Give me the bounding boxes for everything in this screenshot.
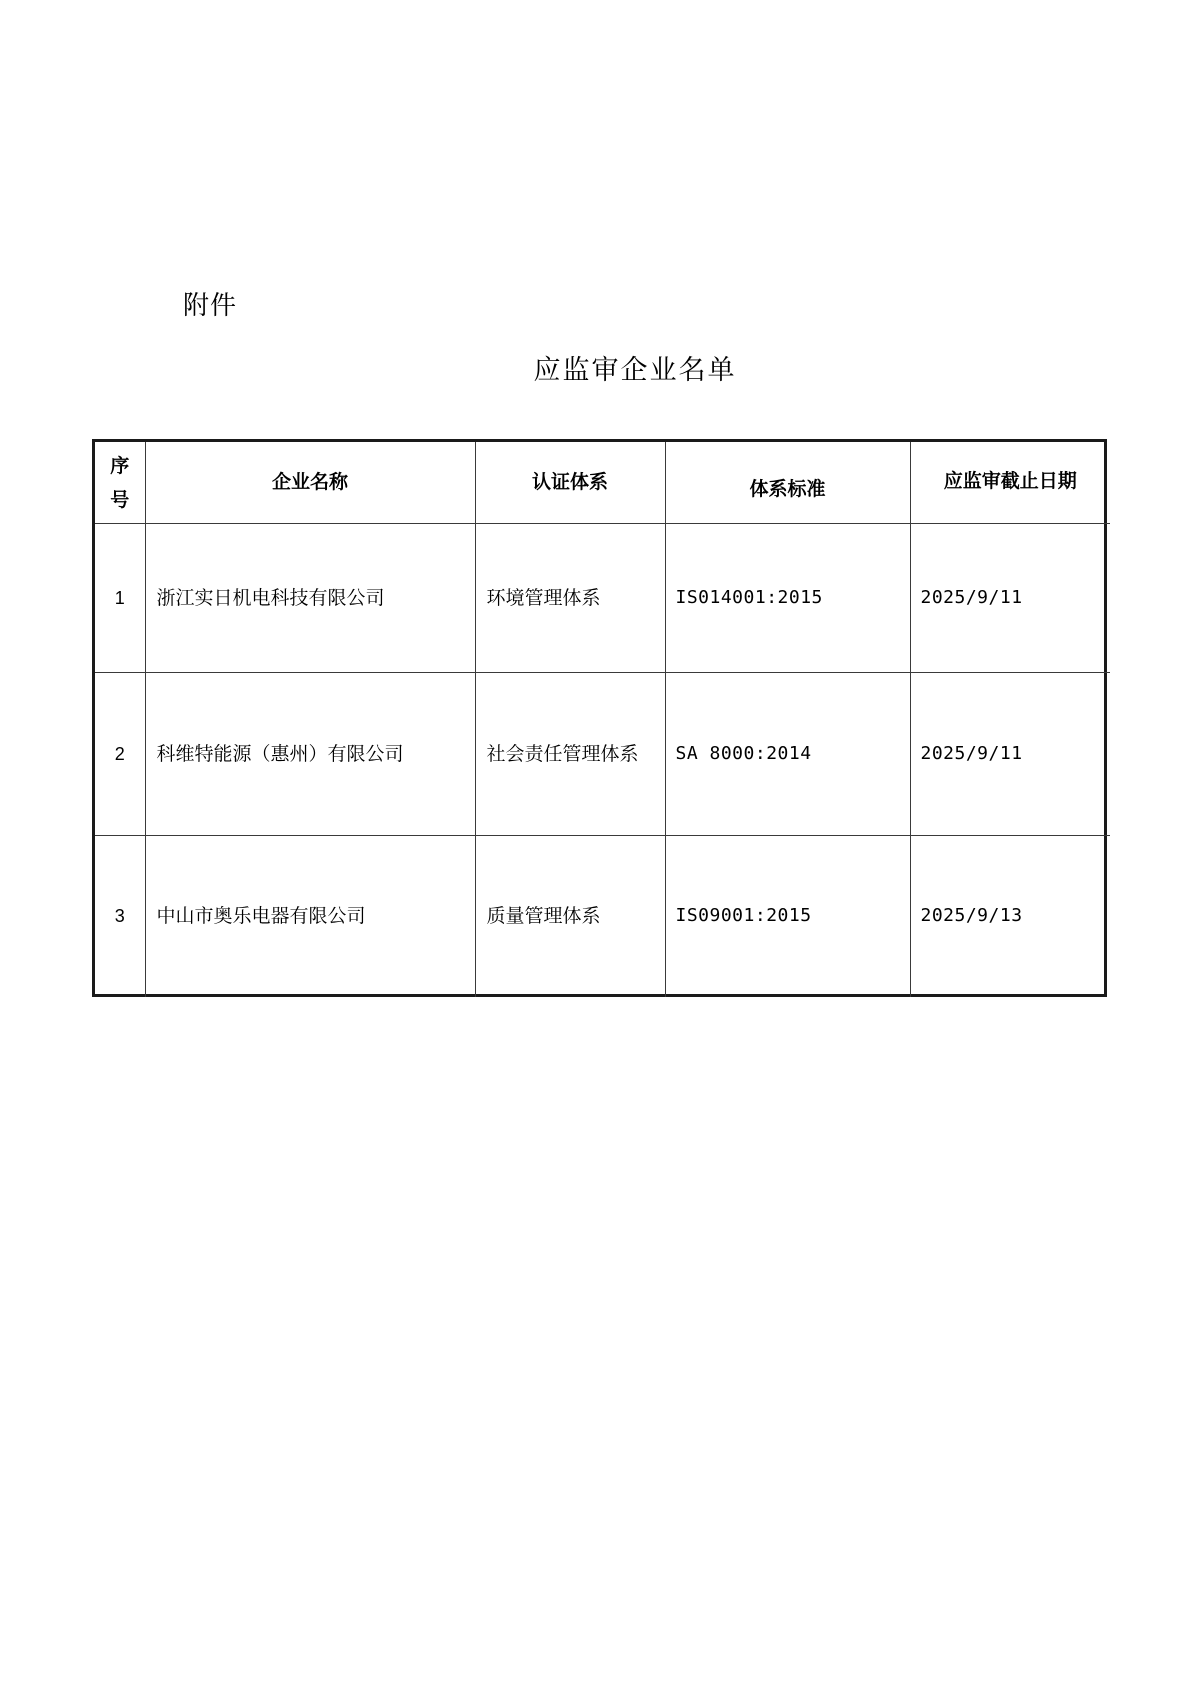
cell-audit-deadline: 2025/9/11 [910,523,1110,672]
cell-audit-deadline: 2025/9/13 [910,835,1110,997]
cell-seq: 2 [95,672,145,835]
table-row [95,672,1110,835]
cell-system-standard: IS014001:2015 [665,523,910,672]
table-row [95,835,1110,997]
cell-certification-system: 社会责任管理体系 [475,672,665,835]
attachment-label: 附件 [183,291,238,321]
company-list-table [95,442,1110,997]
header-company-name: 企业名称 [145,442,475,523]
cell-company-name: 浙江实日机电科技有限公司 [145,523,475,672]
document-title: 应监审企业名单 [533,355,737,386]
cell-seq: 3 [95,835,145,997]
header-seq-line2: 号 [110,489,130,512]
cell-system-standard: SA 8000:2014 [665,672,910,835]
cell-company-name: 科维特能源（惠州）有限公司 [145,672,475,835]
header-seq-line1: 序 [110,455,130,478]
header-certification-system: 认证体系 [475,442,665,523]
cell-certification-system: 质量管理体系 [475,835,665,997]
header-seq [95,442,145,523]
cell-company-name: 中山市奥乐电器有限公司 [145,835,475,997]
header-audit-deadline: 应监审截止日期 [910,442,1110,523]
cell-certification-system: 环境管理体系 [475,523,665,672]
table-row [95,523,1110,672]
table-header-row [95,442,1110,523]
cell-seq: 1 [95,523,145,672]
audit-company-table [92,439,1107,997]
cell-audit-deadline: 2025/9/11 [910,672,1110,835]
header-system-standard: 体系标准 [665,442,910,523]
cell-system-standard: IS09001:2015 [665,835,910,997]
